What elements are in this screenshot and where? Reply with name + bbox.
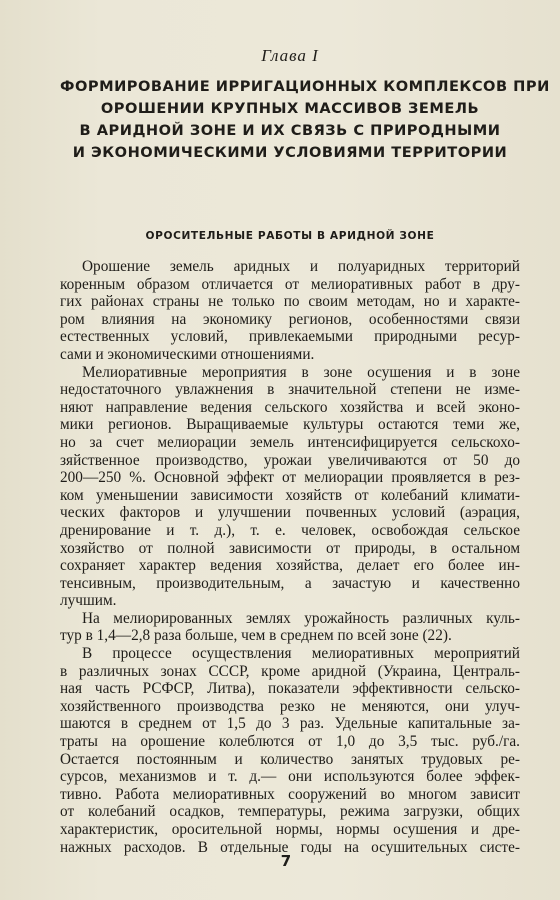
page-number: 7 [280, 852, 292, 870]
text-line: сами и экономическими отношениями. [60, 345, 315, 363]
text-line: от колебаний осадков, температуры, режима загрузки, общих [60, 803, 520, 821]
paragraph [60, 610, 520, 645]
text-line: естественных условий, привлекаемыми природными ресур- [60, 328, 520, 346]
text-line: хозяйство от полной зависимости от природы, в остальном [60, 539, 520, 557]
text-line: тенсивным, производительным, а зачастую и качественно [60, 574, 520, 592]
text-line: недостаточного увлажнения в значительной степени не изме- [60, 381, 520, 399]
text-line: Мелиоративные мероприятия в зоне осушения и в зоне [82, 363, 520, 381]
text-line: сурсов, механизмов и т. д.— они используются более эффек- [60, 768, 520, 786]
text-line: ная часть РСФСР, Литва), показатели эффективности сельско- [60, 680, 520, 698]
section-heading: ОРОСИТЕЛЬНЫЕ РАБОТЫ В АРИДНОЙ ЗОНЕ [145, 230, 435, 242]
text-line: но за счет мелиорации земель интенсифицируется сельскохо- [60, 433, 520, 451]
paragraph [60, 645, 520, 856]
text-line: ком уменьшении зависимости хозяйств от колебаний климати- [60, 486, 520, 504]
text-line: нажных расходов. В отдельные годы на осушительных систе- [60, 838, 520, 856]
paragraph [60, 364, 520, 610]
text-line: 200—250 %. Основной эффект от мелиорации проявляется в рез- [60, 469, 520, 487]
chapter-title-line: ОРОШЕНИИ КРУПНЫХ МАССИВОВ ЗЕМЕЛЬ [100, 100, 480, 117]
text-line: гих районах страны не только по своим методам, но и характе- [60, 293, 520, 311]
text-line: сохраняет характер ведения хозяйства, делает его более ин- [60, 557, 520, 575]
text-line: лучшим. [60, 592, 117, 610]
text-line: зяйственное производство, урожаи увеличиваются от 50 до [60, 451, 520, 469]
text-line: Остается постоянным и количество занятых трудовых ре- [60, 750, 520, 768]
text-line: ческих факторов и улучшении почвенных условий (аэрация, [60, 504, 520, 522]
text-line: Орошение земель аридных и полуаридных территорий [82, 258, 520, 275]
body-text [60, 258, 520, 856]
text-line: мики регионов. Выращиваемые культуры остаются теми же, [60, 416, 520, 434]
text-line: На мелиорированных землях урожайность различных куль- [82, 609, 520, 627]
text-line: коренным образом отличается от мелиоративных работ в дру- [60, 275, 520, 293]
text-line: траты на орошение колеблются от 1,0 до 3,5 тыс. руб./га. [60, 733, 520, 751]
chapter-title [60, 76, 550, 164]
text-line: ром влияния на экономику регионов, особенностями связи [60, 310, 520, 328]
text-line: няют направление ведения сельского хозяйства и всей эконо- [60, 398, 520, 416]
chapter-title-line: И ЭКОНОМИЧЕСКИМИ УСЛОВИЯМИ ТЕРРИТОРИИ [72, 144, 508, 161]
text-line: тивно. Работа мелиоративных сооружений во многом зависит [60, 785, 520, 803]
text-line: в различных зонах СССР, кроме аридной (Украина, Централь- [60, 662, 520, 680]
text-line: В процессе осуществления мелиоративных мероприятий [82, 645, 520, 663]
chapter-title-line: В АРИДНОЙ ЗОНЕ И ИХ СВЯЗЬ С ПРИРОДНЫМИ [79, 122, 501, 139]
text-line: хозяйственного производства резко не меняются, они улуч- [60, 697, 520, 715]
chapter-label: Глава I [261, 46, 319, 65]
paragraph [60, 258, 520, 364]
text-line: дренирование и т. д.), т. е. человек, освобождая сельское [60, 521, 520, 539]
text-line: тур в 1,4—2,8 раза больше, чем в среднем по всей зоне (22). [60, 627, 452, 645]
text-line: характеристик, оросительной нормы, нормы осушения и дре- [60, 821, 520, 838]
chapter-title-line: ФОРМИРОВАНИЕ ИРРИГАЦИОННЫХ КОМПЛЕКСОВ ПРИ [60, 78, 550, 95]
text-line: шаются в среднем от 1,5 до 3 раз. Удельные капитальные за- [60, 715, 520, 733]
